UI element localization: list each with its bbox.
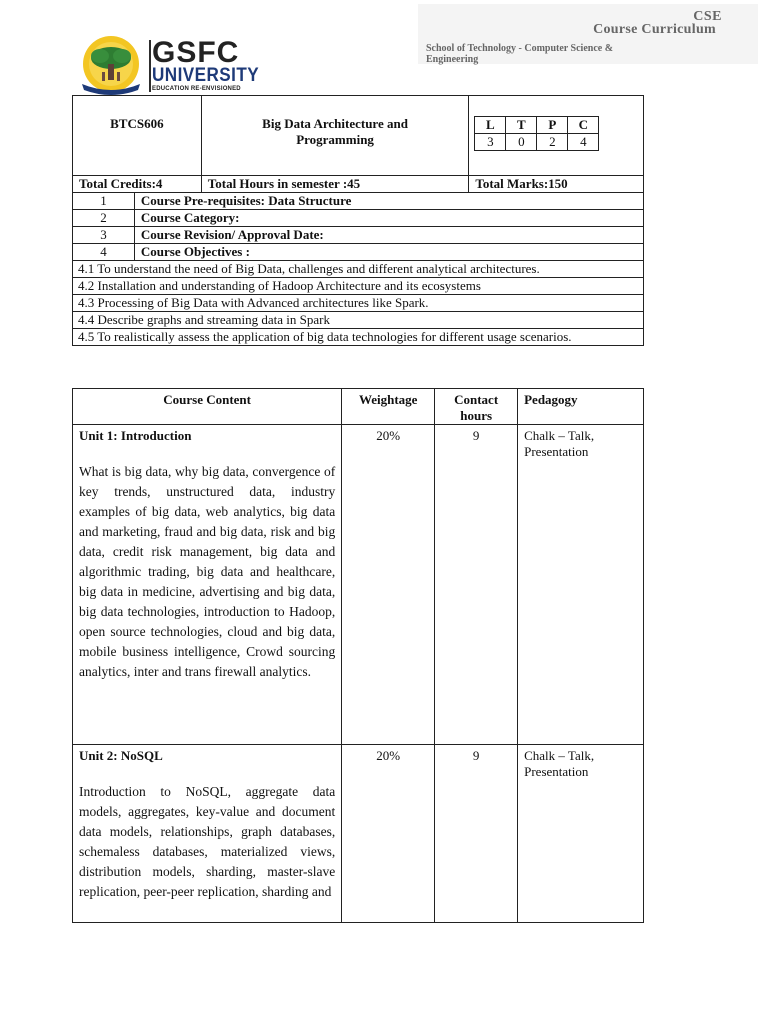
objective-row: 4.5 To realistically assess the application of big data technologies for different usage scenarios.: [73, 329, 644, 346]
header-pedagogy: Pedagogy: [518, 389, 644, 425]
unit-weightage: 20%: [342, 425, 435, 745]
course-info-table: [72, 95, 644, 346]
total-marks: Total Marks:150: [469, 176, 644, 193]
course-code: BTCS606: [110, 116, 164, 131]
school-line-2: Engineering: [426, 54, 479, 65]
ltpc-value: 4: [568, 134, 599, 151]
info-row-label: Course Pre-requisites: Data Structure: [134, 193, 643, 210]
unit-title: Unit 2: NoSQL: [79, 748, 163, 763]
unit-hours: 9: [435, 425, 518, 745]
course-title: Big Data Architecture and Programming: [262, 116, 408, 147]
total-hours: Total Hours in semester :45: [201, 176, 469, 193]
ltpc-value: 2: [537, 134, 568, 151]
info-row-label: Course Objectives :: [134, 244, 643, 261]
total-credits: Total Credits:4: [73, 176, 202, 193]
ltpc-header: C: [568, 117, 599, 134]
doc-title: Course Curriculum: [593, 22, 716, 37]
unit-pedagogy: Chalk – Talk, Presentation: [518, 425, 644, 745]
unit-pedagogy: Chalk – Talk, Presentation: [518, 745, 644, 923]
info-row-label: Course Revision/ Approval Date:: [134, 227, 643, 244]
unit-hours: 9: [435, 745, 518, 923]
course-title-cell: [201, 96, 469, 176]
ltpc-value: 3: [475, 134, 506, 151]
unit-weightage: 20%: [342, 745, 435, 923]
header-weightage: Weightage: [342, 389, 435, 425]
objective-row: 4.2 Installation and understanding of Hadoop Architecture and its ecosystems: [73, 278, 644, 295]
objective-row: 4.3 Processing of Big Data with Advanced architectures like Spark.: [73, 295, 644, 312]
ltpc-header: L: [475, 117, 506, 134]
ltpc-cell: [469, 96, 644, 176]
unit-content-cell: [73, 425, 342, 745]
objective-row: 4.4 Describe graphs and streaming data in Spark: [73, 312, 644, 329]
unit-text: What is big data, why big data, convergence of key trends, unstructured data, industry examples of big data, web analytics, big data and marketing, fraud and big data, risk and big data, credit risk management, big data and algorithmic trading, big data and healthcare, big data in medicine, advertising and big data, big data technologies, introduction to Hadoop, open source technologies, cloud and big data, mobile business intelligence, Crowd sourcing analytics, inter and trans firewall analytics.: [79, 464, 336, 679]
brand-name: GSFC: [152, 36, 240, 69]
objective-row: 4.1 To understand the need of Big Data, challenges and different analytical architectures.: [73, 261, 644, 278]
brand-sub: UNIVERSITY: [152, 65, 260, 86]
course-code-cell: [73, 96, 202, 176]
dept-code: CSE: [693, 9, 722, 24]
unit-text: Introduction to NoSQL, aggregate data models, aggregates, key-value and document data models, relationships, graph databases, schemaless databases, materialized views, distribution models, sharding, master-slave replication, peer-peer replication, sharding and: [79, 784, 336, 899]
info-row-number: 1: [73, 193, 135, 210]
ltpc-value: 0: [506, 134, 537, 151]
header-contact-hours: Contact hours: [435, 389, 518, 425]
unit-content-cell: [73, 745, 342, 923]
ltpc-table: [474, 116, 599, 151]
header-course-content: Course Content: [73, 389, 342, 425]
info-row-label: Course Category:: [134, 210, 643, 227]
university-logo: [78, 34, 148, 98]
ltpc-header: T: [506, 117, 537, 134]
unit-title: Unit 1: Introduction: [79, 428, 192, 443]
info-row-number: 3: [73, 227, 135, 244]
info-row-number: 2: [73, 210, 135, 227]
brand-divider: [149, 40, 151, 92]
ltpc-header: P: [537, 117, 568, 134]
school-name: [426, 43, 613, 65]
school-line-1: School of Technology - Computer Science &: [426, 43, 614, 54]
info-row-number: 4: [73, 244, 135, 261]
course-content-table: [72, 388, 644, 923]
brand-tagline: EDUCATION RE-ENVISIONED: [152, 86, 241, 92]
